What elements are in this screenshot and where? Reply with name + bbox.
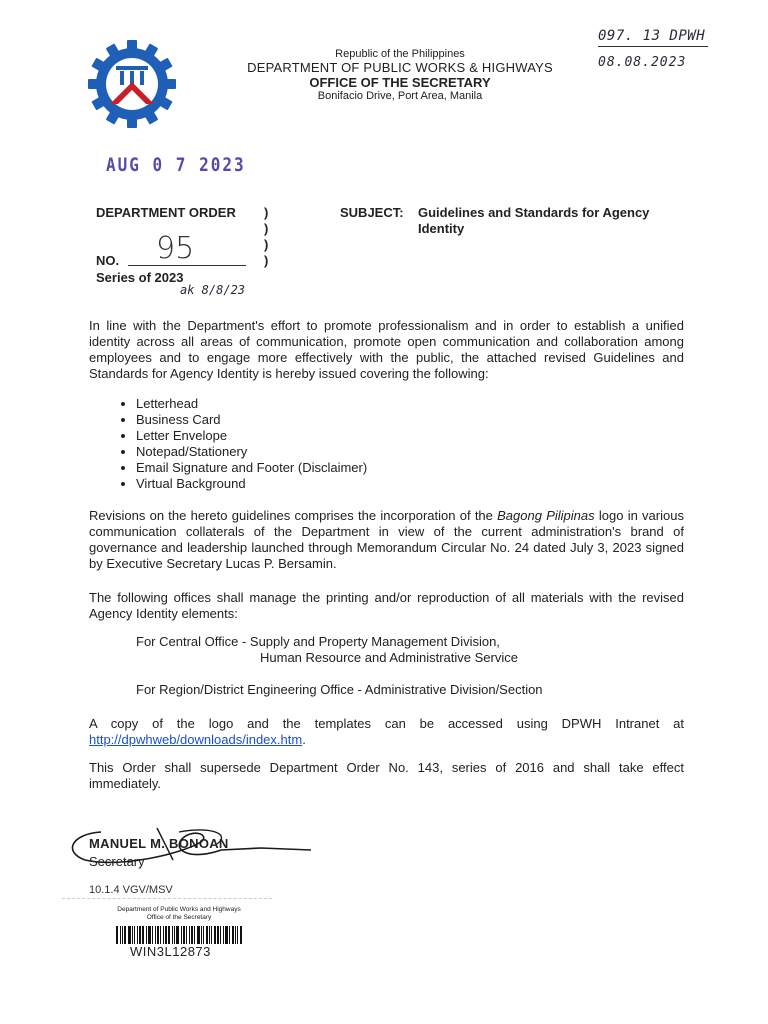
barcode-bar <box>194 926 195 944</box>
barcode-bar <box>176 926 179 944</box>
order-number-row <box>96 232 256 268</box>
bagong-pilipinas-text: Bagong Pilipinas <box>497 508 595 523</box>
barcode-bar <box>183 926 185 944</box>
central-office-line: For Central Office - Supply and Property Management Division, <box>136 634 500 649</box>
barcode-bar <box>223 926 224 944</box>
barcode-bar <box>165 926 167 944</box>
paren: ) <box>264 221 269 236</box>
barcode-bar <box>146 926 147 944</box>
handwritten-initial: ak 8/8/23 <box>180 283 246 297</box>
dpwh-seal-logo <box>86 38 178 130</box>
barcode-bar <box>197 926 200 944</box>
barcode-bar <box>142 926 144 944</box>
list-item: • Business Card <box>136 412 367 428</box>
barcode-bar <box>132 926 133 944</box>
office-address: Bonifacio Drive, Port Area, Manila <box>317 90 483 102</box>
copy-paragraph <box>89 716 684 748</box>
barcode-bar <box>201 926 202 944</box>
list-item: • Notepad/Stationery <box>136 444 367 460</box>
barcode-header <box>104 906 254 922</box>
barcode-bar <box>209 926 210 944</box>
barcode-bar <box>148 926 151 944</box>
barcode-id: WIN3L12873 <box>130 944 211 959</box>
barcode-bar <box>128 926 131 944</box>
barcode-bar <box>214 926 216 944</box>
subject-value: Guidelines and Standards for Agency Identity <box>418 205 650 236</box>
list-item: • Letter Envelope <box>136 428 367 444</box>
divider <box>62 898 272 899</box>
barcode-bar <box>240 926 242 944</box>
signature-block <box>89 834 329 884</box>
revisions-text: Revisions on the hereto guidelines comprises the incorporation of the <box>89 508 498 523</box>
signatory-title: Secretary <box>89 854 145 869</box>
barcode-bar <box>139 926 141 944</box>
barcode-bar <box>122 926 123 944</box>
supersede-paragraph: This Order shall supersede Department Order No. 143, series of 2016 and shall take effect immediately. <box>89 760 684 791</box>
signatory-name: MANUEL M. BONOAN <box>89 836 229 851</box>
received-date: 08.08.2023 <box>598 55 687 70</box>
barcode-bar <box>203 926 204 944</box>
order-label: DEPARTMENT ORDER <box>96 205 236 220</box>
order-series: Series of 2023 <box>96 270 184 285</box>
barcode-bar <box>237 926 238 944</box>
list-item: • Virtual Background <box>136 476 367 492</box>
paren: ) <box>264 253 269 268</box>
reference-code: 10.1.4 VGV/MSV <box>89 884 173 896</box>
office-name: OFFICE OF THE SECRETARY <box>309 75 491 90</box>
offices-paragraph: The following offices shall manage the printing and/or reproduction of all materials with the revised Agency Identity elements: <box>89 590 684 621</box>
barcode-bar <box>134 926 135 944</box>
copy-text-end: . <box>302 732 306 747</box>
barcode-bar <box>235 926 236 944</box>
barcode-bar <box>189 926 190 944</box>
revisions-paragraph <box>89 508 684 572</box>
barcode-bar <box>160 926 161 944</box>
barcode-bar <box>225 926 228 944</box>
barcode-bar <box>172 926 173 944</box>
barcode-bar <box>220 926 221 944</box>
barcode-bar <box>168 926 170 944</box>
barcode-bar <box>217 926 219 944</box>
department-name: DEPARTMENT OF PUBLIC WORKS & HIGHWAYS <box>247 60 553 75</box>
intro-paragraph: In line with the Department's effort to promote professionalism and in order to establish a unified identity across all areas of communication, promote open communication and collaboration among employees and to engage more effectively with the public, the attached revised Guidelines and Standards for Agency Identity is hereby issued covering the following: <box>89 318 684 381</box>
barcode-bar <box>124 926 126 944</box>
gear-seal-icon <box>86 38 178 130</box>
republic-line: Republic of the Philippines <box>335 48 465 60</box>
barcode-bar <box>152 926 153 944</box>
barcode-bar <box>174 926 175 944</box>
paren: ) <box>264 205 269 220</box>
paren: ) <box>264 237 269 252</box>
order-number-label: NO. <box>96 253 120 268</box>
received-annotation <box>598 28 708 70</box>
date-stamp: AUG 0 7 2023 <box>106 153 246 176</box>
received-code: 097. 13 DPWH <box>598 28 706 44</box>
barcode-bar <box>211 926 212 944</box>
barcode-bar <box>120 926 121 944</box>
barcode-bar <box>206 926 208 944</box>
barcode-bar <box>191 926 193 944</box>
letterhead <box>230 48 570 102</box>
central-office-line-2: Human Resource and Administrative Service <box>260 650 518 665</box>
list-item: • Letterhead <box>136 396 367 412</box>
region-office-line: For Region/District Engineering Office - Administrative Division/Section <box>136 682 543 697</box>
subject-label: SUBJECT: <box>340 205 404 220</box>
barcode-bar <box>181 926 182 944</box>
revisions-text-cont: logo in various communication collaterals of the Department in view of the current administration's brand of governance and leadership launched through Memorandum Circular No. 24 dated July 3, 2023 signed by Executive Secretary Lucas P. Bersamin. <box>89 508 684 571</box>
barcode-bar <box>229 926 230 944</box>
barcode-bar <box>155 926 156 944</box>
barcode-bar <box>116 926 118 944</box>
barcode-bar <box>157 926 159 944</box>
received-rule <box>598 46 708 47</box>
list-item: • Email Signature and Footer (Disclaimer) <box>136 460 367 476</box>
barcode-bar <box>137 926 138 944</box>
order-number: 95 <box>156 231 195 266</box>
order-parens <box>264 205 268 269</box>
barcode-bar <box>163 926 164 944</box>
coverage-list <box>112 396 367 492</box>
barcode-bar <box>186 926 187 944</box>
intranet-link[interactable]: http://dpwhweb/downloads/index.htm <box>89 732 303 747</box>
copy-text: A copy of the logo and the templates can be accessed using DPWH Intranet at <box>89 716 684 731</box>
barcode-line-1: Department of Public Works and Highways <box>117 906 241 913</box>
barcode <box>116 926 244 944</box>
barcode-bar <box>232 926 234 944</box>
barcode-line-2: Office of the Secretary <box>146 914 212 921</box>
